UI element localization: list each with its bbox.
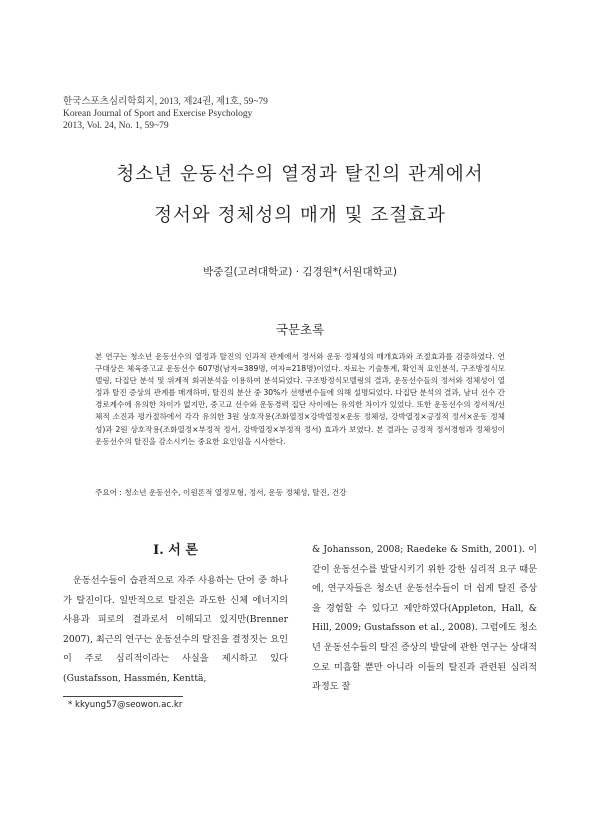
author-line: 박중길(고려대학교) · 김경원*(서원대학교) <box>203 266 397 278</box>
section-heading-introduction: I. 서 론 <box>153 543 198 558</box>
author-email-footnote: * kkyung57@seowon.ac.kr <box>68 700 183 710</box>
intro-column-left: 운동선수들이 습관적으로 자주 사용하는 단어 중 하나가 탈진이다. 일반적으로 탈진은 과도한 신체 에너지의 사용과 피로의 결과로서 이해되고 있지만(Brenner 2007), 최근의 연구는 운동선수의 탈진을 결정짓는 요인이 주로 심리적이라는 사실을 제시하고 있다(Gustafsson, Hassmén, Kenttä, <box>63 575 288 684</box>
journal-name-english: Korean Journal of Sport and Exercise Psychology <box>63 109 253 119</box>
paper-title-line-1: 청소년 운동선수의 열정과 탈진의 관계에서 <box>116 164 484 185</box>
journal-header <box>63 96 268 132</box>
abstract-body: 본 연구는 청소년 운동선수의 열정과 탈진의 인과적 관계에서 정서와 운동 정체성의 매개효과와 조절효과를 검증하였다. 연구대상은 체육중고교 운동선수 607명(남자=389명, 여자=218명)이었다. 자료는 기술통계, 확인적 요인분석, 구조방정식모델링, 다집단 분석 및 위계적 회귀분석을 이용하여 분석되었다. 구조방정식모델링의 결과, 운동선수들의 정서와 정체성이 열정과 탈진 증상의 관계를 매개하며, 탈진의 분산 중 30%가 선행변수들에 의해 설명되었다. 다집단 분석의 결과, 남녀 선수 간 경로계수에 유의한 차이가 없지만, 중고교 선수와 운동경력 집단 사이에는 유의한 차이가 있었다. 또한 운동선수의 정서적/신체적 소진과 평가절하에서 각각 유의한 3원 상호작용(조화열정×강박열정×운동 정체성, 강박열정×긍정적 정서×운동 정체성)과 2원 상호작용(조화열정×부정적 정서, 강박열정×부정적 정서) 효과가 보였다. 본 결과는 긍정적 정서경험과 정체성이 운동선수의 탈진을 감소시키는 중요한 요인임을 시사한다. <box>95 352 505 446</box>
intro-column-right: & Johansson, 2008; Raedeke & Smith, 2001). 이 같이 운동선수를 발달시키기 위한 강한 심리적 요구 때문에, 연구자들은 청소년 운동선수들이 더 쉽게 탈진 증상을 경험할 수 있다고 제안하였다(Appleton, Hall, & Hill, 2009; Gustafsson et al., 2008). 그럼에도 청소년 운동선수들의 탈진 증상의 발달에 관한 연구는 상대적으로 미흡할 뿐만 아니라 이들의 탈진과 관련된 심리적 과정도 잘 <box>312 544 537 693</box>
journal-citation-korean: 한국스포츠심리학회지, 2013, 제24권, 제1호, 59~79 <box>63 97 268 107</box>
abstract-heading: 국문초록 <box>275 322 325 337</box>
keywords: 주요어 : 청소년 운동선수, 이원론적 열정모형, 정서, 운동 정체성, 탈진, 건강 <box>95 488 347 497</box>
journal-citation-english: 2013, Vol. 24, No. 1, 59~79 <box>63 121 169 131</box>
paper-title-line-2: 정서와 정체성의 매개 및 조절효과 <box>154 205 446 226</box>
footnote-divider <box>63 696 183 697</box>
